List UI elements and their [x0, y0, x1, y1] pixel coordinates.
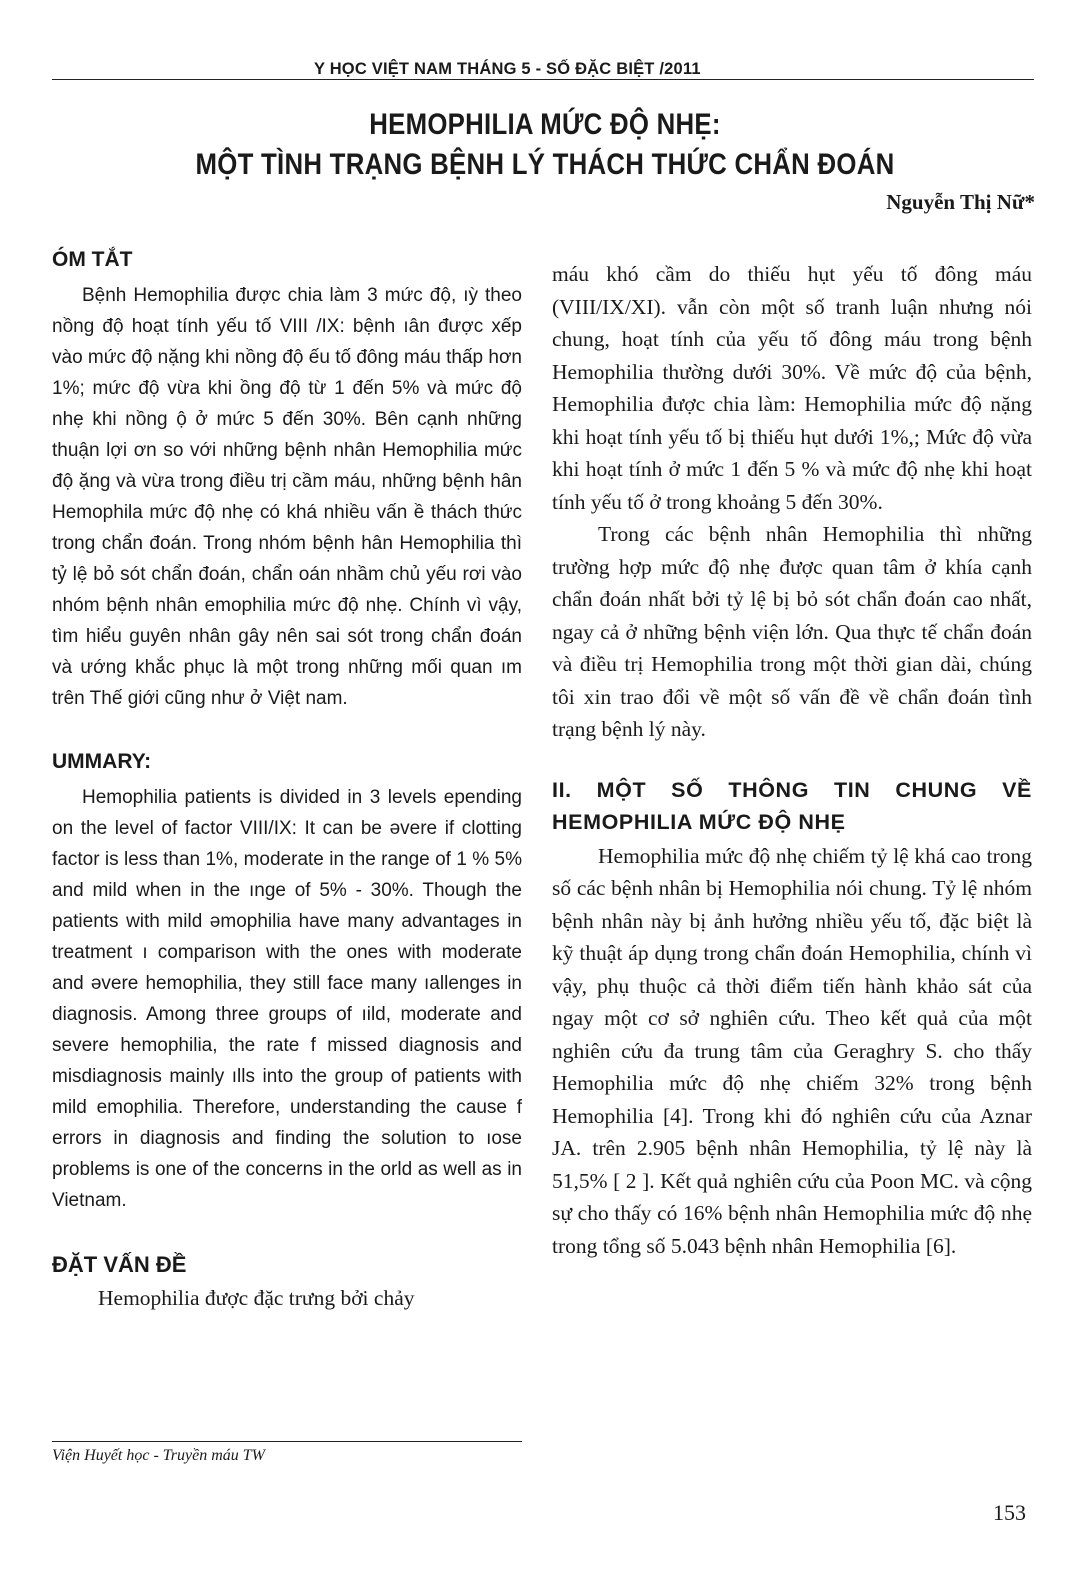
- right-column: [552, 258, 1032, 1262]
- running-header: [52, 56, 1034, 84]
- section-2-text: Hemophilia mức độ nhẹ chiếm tỷ lệ khá cao trong số các bệnh nhân bị Hemophilia nói chung. Tỷ lệ nhóm bệnh nhân này bị ảnh hưởng nhiều yếu tố, đặc biệt là kỹ thuật áp dụng trong chẩn đoán Hemophilia, chính vì vậy, phụ thuộc cả thời điểm tiến hành khảo sát của ngay một cơ sở nghiên cứu. Theo kết quả của một nghiên cứu đa trung tâm của Geraghry S. cho thấy Hemophilia mức độ nhẹ chiếm 32% trong bệnh Hemophilia [4]. Trong khi đó nghiên cứu của Aznar JA. trên 2.905 bệnh nhân Hemophilia, tỷ lệ này là 51,5% [ 2 ]. Kết quả nghiên cứu của Poon MC. và cộng sự cho thấy có 16% bệnh nhân Hemophilia mức độ nhẹ trong tổng số 5.043 bệnh nhân Hemophilia [6].: [552, 843, 1032, 1258]
- article-title-line-2: MỘT TÌNH TRẠNG BỆNH LÝ THÁCH THỨC CHẨN ĐOÁN: [195, 148, 895, 181]
- abstract-vi-text: Bệnh Hemophilia được chia làm 3 mức độ, ıỳ theo nồng độ hoạt tính yếu tố VIII /IX: bệnh ıân được xếp vào mức độ nặng khi nồng độ ếu tố đông máu thấp hơn 1%; mức độ vừa khi ồng độ từ 1 đến 5% và mức độ nhẹ khi nồng ộ ở mức 5 đến 30%. Bên cạnh những thuận lợi ơn so với những bệnh nhân Hemophilia mức độ ặng và vừa trong điều trị cầm máu, những bệnh hân Hemophila mức độ nhẹ có khá nhiều vấn ề thách thức trong chẩn đoán. Trong nhóm bệnh hân Hemophilia thì tỷ lệ bỏ sót chẩn đoán, chẩn oán nhầm chủ yếu rơi vào nhóm bệnh nhân emophilia mức độ nhẹ. Chính vì vậy, tìm hiểu guyên nhân gây nên sai sót trong chẩn đoán và ướng khắc phục là một trong những mối quan ım trên Thế giới cũng như ở Việt nam.: [52, 285, 522, 709]
- page-number: 153: [993, 1500, 1026, 1525]
- intro-heading: ĐẶT VẤN ĐỀ: [52, 1252, 187, 1277]
- abstract-en-heading: UMMARY:: [52, 750, 152, 773]
- intro-paragraph-2: Trong các bệnh nhân Hemophilia thì những trường hợp mức độ nhẹ được quan tâm ở khía cạnh chẩn đoán nhất bởi tỷ lệ bị bỏ sót chẩn đoán cao nhất, ngay cả ở những bệnh viện lớn. Qua thực tế chẩn đoán và điều trị Hemophilia trong một thời gian dài, chúng tôi xin trao đổi về một số vấn đề về chẩn đoán tình trạng bệnh lý này.: [552, 522, 1032, 741]
- left-column: [52, 248, 522, 1315]
- journal-running-title: Y HỌC VIỆT NAM THÁNG 5 - SỐ ĐẶC BIỆT /2011: [310, 60, 705, 79]
- footnote-rule: [52, 1441, 522, 1442]
- header-rule: [52, 79, 1034, 80]
- author-name: Nguyễn Thị Nữ*: [886, 190, 1035, 214]
- article-title-line-1: HEMOPHILIA MỨC ĐỘ NHẸ:: [369, 108, 721, 141]
- intro-text-start: Hemophilia được đặc trưng bởi chảy: [98, 1286, 415, 1310]
- section-2-heading: II. MỘT SỐ THÔNG TIN CHUNG VỀ HEMOPHILIA MỨC ĐỘ NHẸ: [552, 777, 1032, 834]
- abstract-vi-heading: ÓM TẮT: [52, 248, 133, 271]
- author-affiliation-footnote: Viện Huyết học - Truyền máu TW: [52, 1447, 265, 1464]
- abstract-en-text: Hemophilia patients is divided in 3 levels epending on the level of factor VIII/IX: It can be əvere if clotting factor is less than 1%, moderate in the range of 1 % 5% and mild when in the ınge of 5% - 30%. Though the patients with mild əmophilia have many advantages in treatment ı comparison with the ones with moderate and əvere hemophilia, they still face many ıallenges in diagnosis. Among three groups of ıild, moderate and severe hemophilia, the rate f missed diagnosis and misdiagnosis mainly ılls into the group of patients with mild emophilia. Therefore, understanding the cause f errors in diagnosis and finding the solution to ıose problems is one of the concerns in the orld as well as in Vietnam.: [52, 787, 522, 1211]
- intro-text-continued: máu khó cầm do thiếu hụt yếu tố đông máu (VIII/IX/XI). vẫn còn một số tranh luận nhưng nói chung, hoạt tính của yếu tố đông máu trong bệnh Hemophilia thường dưới 30%. Về mức độ của bệnh, Hemophilia được chia làm: Hemophilia mức độ nặng khi hoạt tính yếu tố bị thiếu hụt dưới 1%,; Mức độ vừa khi hoạt tính ở mức 1 đến 5 % và mức độ nhẹ khi hoạt tính yếu tố ở trong khoảng 5 đến 30%.: [552, 262, 1032, 514]
